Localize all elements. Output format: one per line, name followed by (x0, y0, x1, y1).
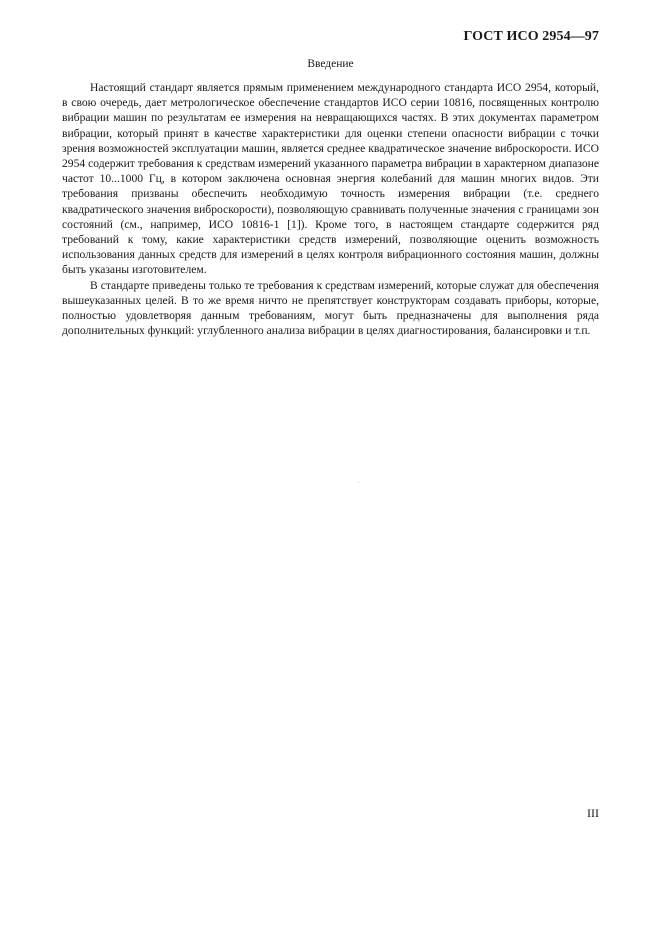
section-title: Введение (307, 58, 354, 70)
scan-speck (358, 482, 359, 483)
paragraph-intro: Настоящий стандарт является прямым применением международного стандарта ИСО 2954, который, в свою очередь, дает метрологическое обеспечение стандартов ИСО серии 10816, посвященных контролю вибрации машин по результатам ее измерения на невращающихся частях. В этих документах параметром вибрации, который принят в качестве характеристики для оценки степени опасности вибрации с точки зрения возможностей эксплуатации машин, является среднее квадратическое значение виброскорости. ИСО 2954 содержит требования к средствам измерений указанного параметра вибрации в характерном диапазоне частот 10...1000 Гц, в котором заключена основная энергия колебаний для машин многих видов. Эти требования призваны обеспечить необходимую точность измерения вибрации (т.е. среднего квадратического значения виброскорости), позволяющую сравнивать полученные значения с границами зон состояний (см., например, ИСО 10816-1 [1]). Кроме того, в настоящем стандарте содержится ряд требований к тому, какие характеристики средств измерений, позволяющие оценить возможность использования данных средств для измерений в целях контроля вибрационного состояния машин, должны быть указаны изготовителем. (62, 81, 599, 277)
page-header-standard-id: ГОСТ ИСО 2954—97 (463, 29, 599, 44)
body-text (62, 80, 599, 338)
page-number: III (587, 806, 599, 820)
paragraph-scope: В стандарте приведены только те требования к средствам измерений, которые служат для обеспечения вышеуказанных целей. В то же время ничто не препятствует конструкторам создавать приборы, которые, полностью удовлетворяя данным требованиям, могут быть предназначены для выполнения ряда дополнительных функций: углубленного анализа вибрации в целях диагностирования, балансировки и т.п. (62, 278, 599, 338)
